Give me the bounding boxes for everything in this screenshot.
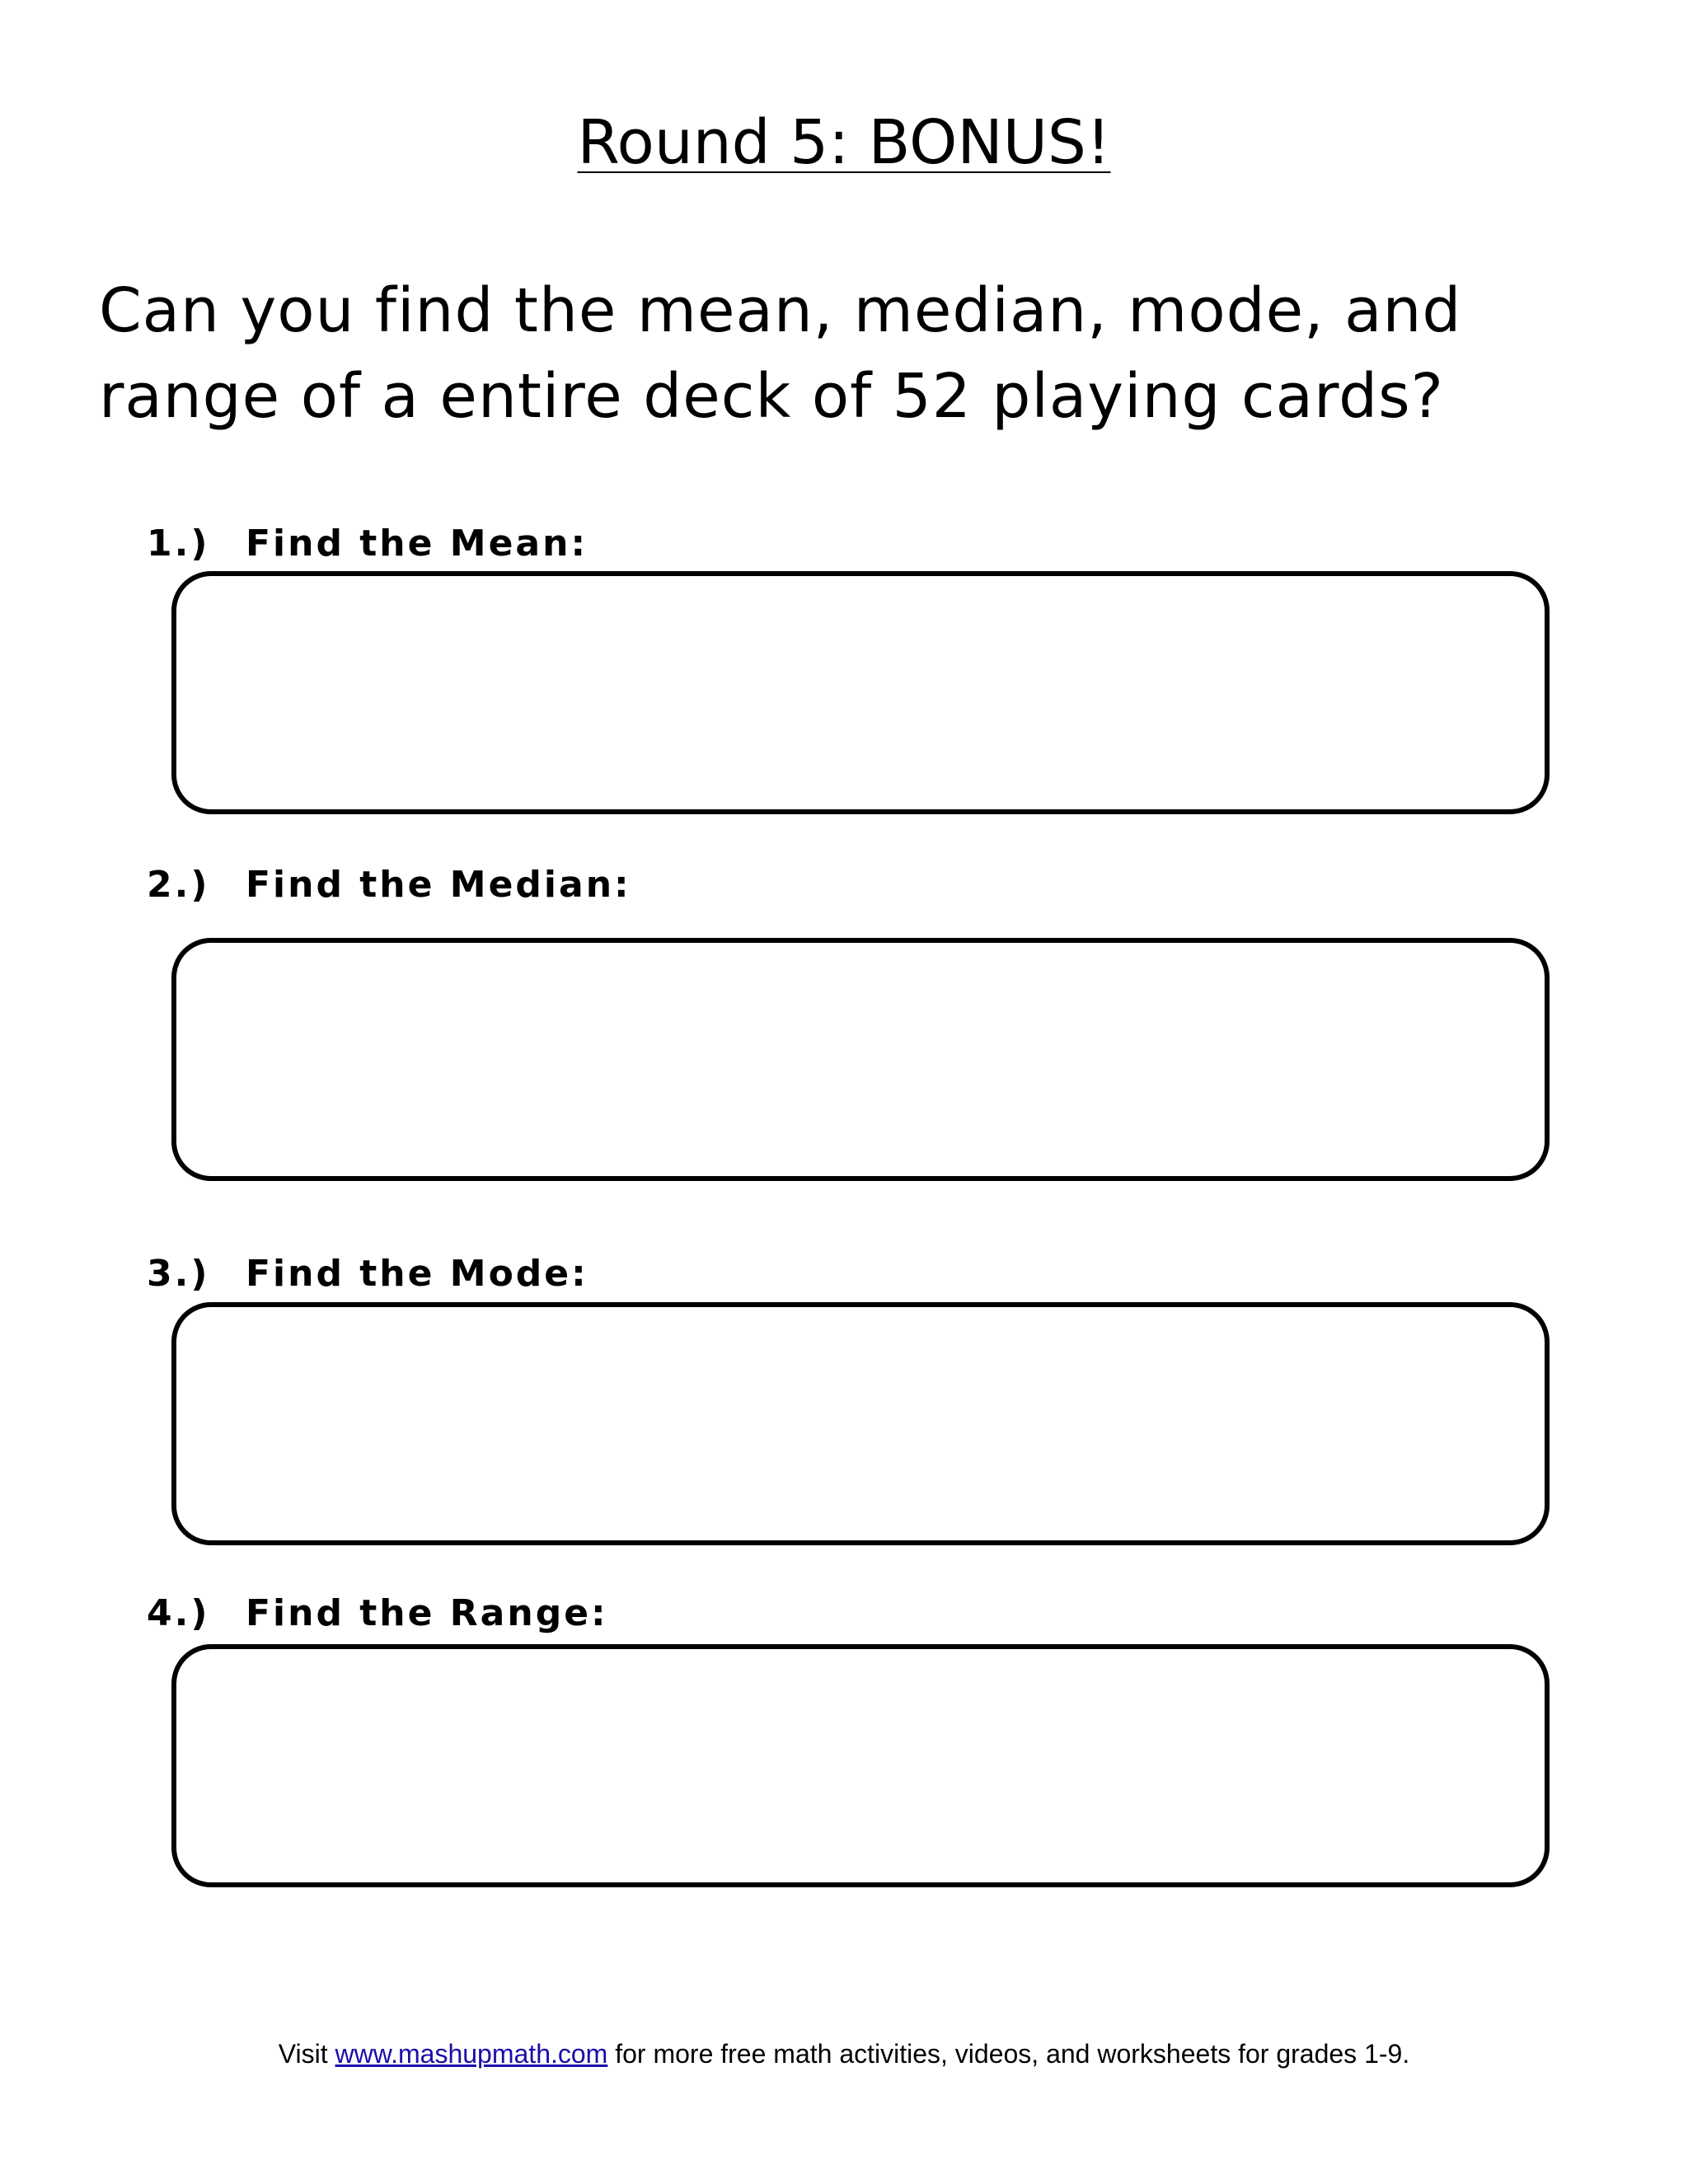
title-text: Round 5: BONUS! (577, 107, 1111, 178)
question-2-prompt: Find the Median: (246, 864, 631, 906)
answer-box-median[interactable] (171, 938, 1550, 1181)
question-4-number: 4.) (147, 1592, 210, 1634)
question-2-number: 2.) (147, 864, 210, 906)
footer (0, 2037, 1688, 2070)
question-1-number: 1.) (147, 523, 210, 565)
question-3-prompt: Find the Mode: (246, 1253, 588, 1295)
question-3-number: 3.) (147, 1253, 210, 1295)
footer-link[interactable]: www.mashupmath.com (335, 2039, 608, 2069)
question-3-label (147, 1251, 588, 1297)
question-2-label (147, 862, 631, 908)
footer-suffix: for more free math activities, videos, and worksheets for grades 1-9. (615, 2039, 1410, 2069)
page-title (0, 105, 1688, 180)
answer-box-mode[interactable] (171, 1302, 1550, 1545)
question-1-label (147, 521, 588, 567)
answer-box-range[interactable] (171, 1644, 1550, 1887)
question-1-prompt: Find the Mean: (246, 523, 588, 565)
question-4-label (147, 1591, 608, 1637)
answer-box-mean[interactable] (171, 571, 1550, 814)
footer-prefix: Visit (278, 2039, 328, 2069)
question-4-prompt: Find the Range: (246, 1592, 608, 1634)
question-text: Can you find the mean, median, mode, and range of a entire deck of 52 playing cards? (99, 275, 1462, 432)
